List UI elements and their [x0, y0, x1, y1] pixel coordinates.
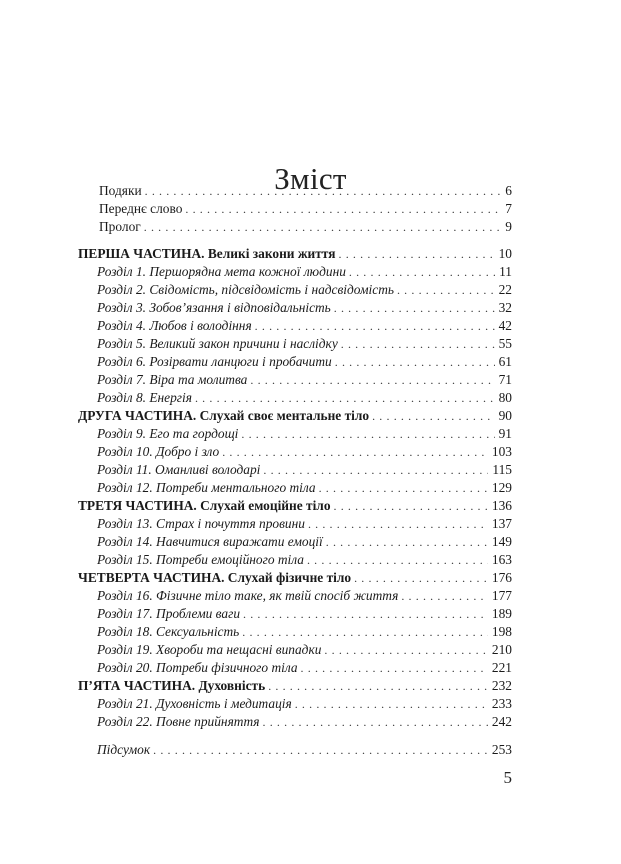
toc-chapter-label: Розділ 16. Фізичне тіло таке, як твій спосіб життя: [97, 588, 399, 603]
dot-leader: [295, 696, 488, 712]
toc-chapter-page: 221: [491, 660, 512, 675]
toc-chapter-page: 11: [499, 264, 512, 279]
toc-entry-prologue[interactable]: [99, 219, 512, 235]
toc-part-1[interactable]: [78, 246, 512, 262]
dot-leader: [326, 534, 488, 550]
dot-leader: [334, 300, 495, 316]
toc-chapter-label: Розділ 5. Великий закон причини і наслідку: [97, 336, 338, 351]
dot-leader: [255, 318, 495, 334]
dot-leader: [263, 714, 488, 730]
toc-part-3[interactable]: [78, 498, 512, 514]
toc-entry-page: 6: [505, 183, 512, 198]
toc-chapter-19[interactable]: [97, 642, 512, 658]
toc-part-page: 232: [491, 678, 512, 693]
toc-chapter-label: Розділ 22. Повне прийняття: [97, 714, 260, 729]
dot-leader: [339, 246, 495, 262]
toc-chapter-1[interactable]: [97, 264, 512, 280]
dot-leader: [354, 570, 488, 586]
toc-chapter-label: Розділ 8. Енергія: [97, 390, 192, 405]
toc-chapter-11[interactable]: [97, 462, 512, 478]
toc-chapter-20[interactable]: [97, 660, 512, 676]
toc-chapter-8[interactable]: [97, 390, 512, 406]
toc-chapter-5[interactable]: [97, 336, 512, 352]
dot-leader: [222, 444, 488, 460]
toc-entry-summary[interactable]: [97, 742, 512, 758]
dot-leader: [268, 678, 488, 694]
toc-part-page: 10: [498, 246, 512, 261]
toc-chapter-label: Розділ 13. Страх і почуття провини: [97, 516, 305, 531]
toc-chapter-page: 177: [491, 588, 512, 603]
toc-chapter-page: 242: [491, 714, 512, 729]
dot-leader: [242, 624, 488, 640]
dot-leader: [334, 498, 488, 514]
toc-chapter-page: 103: [491, 444, 512, 459]
dot-leader: [263, 462, 488, 478]
toc-chapter-label: Розділ 7. Віра та молитва: [97, 372, 248, 387]
toc-chapter-page: 32: [498, 300, 512, 315]
toc-part-label: ТРЕТЯ ЧАСТИНА. Слухай емоційне тіло: [78, 498, 331, 513]
toc-chapter-page: 163: [491, 552, 512, 567]
toc-chapter-page: 42: [498, 318, 512, 333]
toc-part-page: 176: [491, 570, 512, 585]
dot-leader: [324, 642, 487, 658]
toc-chapter-label: Розділ 19. Хвороби та нещасні випадки: [97, 642, 322, 657]
dot-leader: [335, 354, 495, 370]
toc-chapter-label: Розділ 9. Его та гордощі: [97, 426, 239, 441]
page-title: Зміст: [274, 160, 347, 196]
toc-part-page: 90: [498, 408, 512, 423]
dot-leader: [243, 606, 488, 622]
toc-part-label: П’ЯТА ЧАСТИНА. Духовність: [78, 678, 266, 693]
toc-chapter-12[interactable]: [97, 480, 512, 496]
toc-chapter-14[interactable]: [97, 534, 512, 550]
dot-leader: [250, 372, 494, 388]
toc-chapter-label: Розділ 10. Добро і зло: [97, 444, 220, 459]
dot-leader: [401, 588, 488, 604]
toc-chapter-page: 115: [492, 462, 512, 477]
dot-leader: [319, 480, 488, 496]
toc-chapter-label: Розділ 12. Потреби ментального тіла: [97, 480, 316, 495]
toc-chapter-label: Розділ 14. Навчитися виражати емоції: [97, 534, 323, 549]
toc-entry-page: 7: [505, 201, 512, 216]
toc-part-label: ПЕРША ЧАСТИНА. Великі закони життя: [78, 246, 336, 261]
dot-leader: [341, 336, 495, 352]
toc-entry-page: 9: [505, 219, 512, 234]
toc-entry-label: Переднє слово: [99, 201, 183, 216]
toc-chapter-9[interactable]: [97, 426, 512, 442]
toc-chapter-16[interactable]: [97, 588, 512, 604]
toc-entry-page: 253: [491, 742, 512, 757]
dot-leader: [308, 516, 488, 532]
dot-leader: [195, 390, 495, 406]
toc-chapter-label: Розділ 17. Проблеми ваги: [97, 606, 241, 621]
dot-leader: [185, 201, 501, 217]
toc-chapter-label: Розділ 11. Оманливі володарі: [97, 462, 261, 477]
toc-chapter-18[interactable]: [97, 624, 512, 640]
toc-part-page: 136: [491, 498, 512, 513]
toc-chapter-page: 61: [498, 354, 512, 369]
toc-chapter-10[interactable]: [97, 444, 512, 460]
toc-chapter-label: Розділ 15. Потреби емоційного тіла: [97, 552, 304, 567]
toc-entry-foreword[interactable]: [99, 201, 512, 217]
dot-leader: [301, 660, 488, 676]
toc-chapter-label: Розділ 4. Любов і володіння: [97, 318, 252, 333]
dot-leader: [153, 742, 488, 758]
dot-leader: [241, 426, 494, 442]
toc-chapter-page: 210: [491, 642, 512, 657]
toc-chapter-label: Розділ 2. Свідомість, підсвідомість і надсвідомість: [97, 282, 394, 297]
toc-chapter-page: 71: [498, 372, 512, 387]
toc-chapter-4[interactable]: [97, 318, 512, 334]
toc-part-label: ДРУГА ЧАСТИНА. Слухай своє ментальне тіло: [78, 408, 370, 423]
dot-leader: [145, 183, 502, 199]
toc-chapter-label: Розділ 1. Першорядна мета кожної людини: [97, 264, 346, 279]
toc-chapter-page: 22: [498, 282, 512, 297]
toc-chapter-6[interactable]: [97, 354, 512, 370]
toc-chapter-21[interactable]: [97, 696, 512, 712]
dot-leader: [144, 219, 502, 235]
toc-entry-acknowledgements[interactable]: [99, 183, 512, 199]
toc-entry-label: Підсумок: [97, 742, 151, 757]
toc-chapter-13[interactable]: [97, 516, 512, 532]
toc-chapter-page: 55: [498, 336, 512, 351]
toc-chapter-label: Розділ 3. Зобов’язання і відповідальність: [97, 300, 331, 315]
toc-part-2[interactable]: [78, 408, 512, 424]
toc-part-5[interactable]: [78, 678, 512, 694]
toc-chapter-page: 189: [491, 606, 512, 621]
toc-chapter-label: Розділ 6. Розірвати ланцюги і пробачити: [97, 354, 332, 369]
toc-chapter-7[interactable]: [97, 372, 512, 388]
page-number: 5: [503, 768, 512, 787]
toc-chapter-page: 91: [498, 426, 512, 441]
toc-chapter-2[interactable]: [97, 282, 512, 298]
toc-chapter-17[interactable]: [97, 606, 512, 622]
toc-part-label: ЧЕТВЕРТА ЧАСТИНА. Слухай фізичне тіло: [78, 570, 352, 585]
toc-chapter-page: 137: [491, 516, 512, 531]
dot-leader: [372, 408, 495, 424]
toc-chapter-page: 149: [491, 534, 512, 549]
dot-leader: [397, 282, 495, 298]
toc-chapter-page: 80: [498, 390, 512, 405]
toc-chapter-3[interactable]: [97, 300, 512, 316]
toc-chapter-page: 198: [491, 624, 512, 639]
toc-entry-label: Подяки: [99, 183, 142, 198]
dot-leader: [307, 552, 488, 568]
toc-chapter-page: 233: [491, 696, 512, 711]
toc-chapter-15[interactable]: [97, 552, 512, 568]
toc-chapter-page: 129: [491, 480, 512, 495]
toc-chapter-label: Розділ 21. Духовність і медитація: [97, 696, 292, 711]
toc-part-4[interactable]: [78, 570, 512, 586]
toc-chapter-22[interactable]: [97, 714, 512, 730]
dot-leader: [349, 264, 495, 280]
toc-chapter-label: Розділ 18. Сексуальність: [97, 624, 240, 639]
toc-entry-label: Пролог: [99, 219, 141, 234]
toc-chapter-label: Розділ 20. Потреби фізичного тіла: [97, 660, 298, 675]
